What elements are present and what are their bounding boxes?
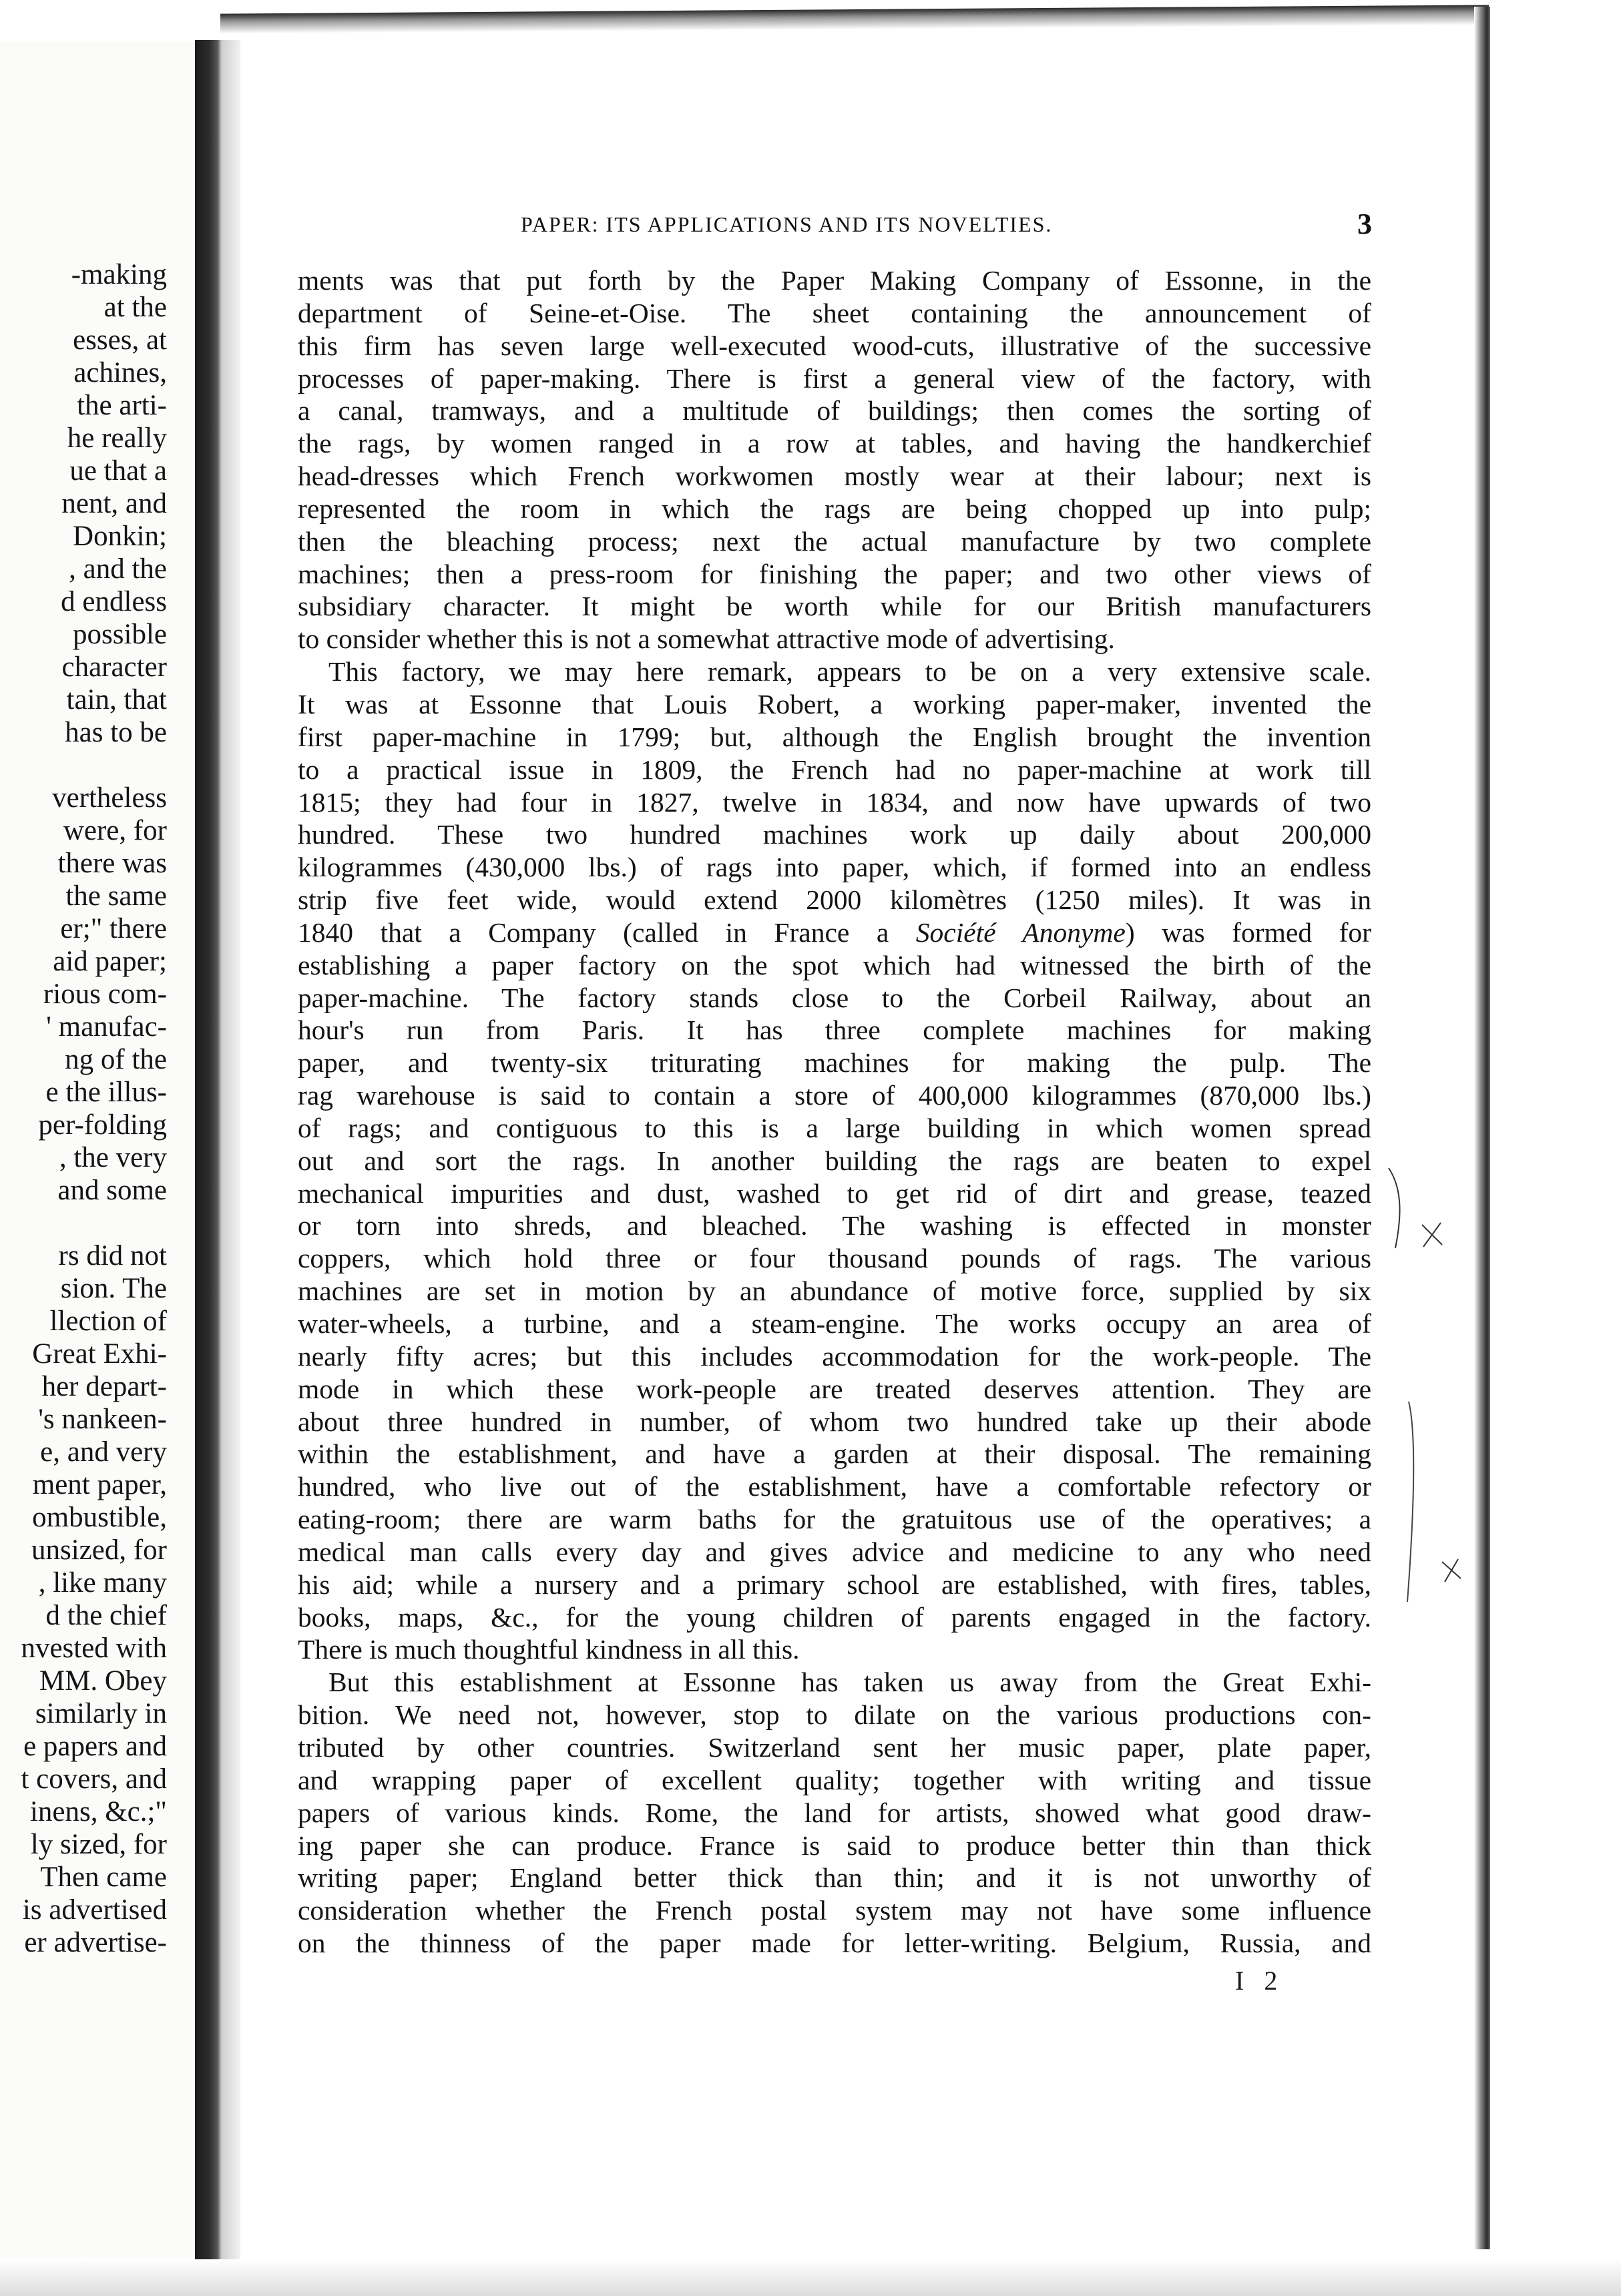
body-line: bition. We need not, however, stop to dilate on the various productions con- [298,1699,1371,1731]
body-line: of rags; and contiguous to this is a large building in which women spread [298,1112,1371,1143]
bottom-page-edge [0,2259,1621,2296]
body-line: mechanical impurities and dust, washed to get rid of dirt and grease, teazed [298,1177,1371,1209]
left-page-line: e the illus- [45,1077,167,1108]
left-page-line: , and the [69,553,167,585]
body-line: writing paper; England better thick than thin; and it is not unworthy of [298,1862,1371,1894]
body-line: ing paper she can produce. France is said to produce better thin than thick [298,1829,1371,1861]
left-page-line: rs did not [58,1240,167,1271]
body-line: the rags, by women ranged in a row at tables, and having the handkerchief [298,428,1371,459]
left-page-line: aid paper; [53,946,167,977]
body-line: machines are set in motion by an abundance of motive force, supplied by six [298,1275,1371,1307]
left-page-line: Great Exhi- [32,1338,167,1370]
body-line: to a practical issue in 1809, the French had no paper-machine at work till [298,754,1371,785]
page-number: 3 [1357,208,1372,240]
left-page-line: character [61,651,167,683]
body-line: out and sort the rags. In another building the rags are beaten to expel [298,1145,1371,1176]
left-page-line: possible [73,619,167,650]
body-line: hour's run from Paris. It has three complete machines for making [298,1015,1371,1046]
body-line: paper-machine. The factory stands close to the Corbeil Railway, about an [298,982,1371,1013]
left-page-line: e, and very [40,1436,167,1468]
left-page-line: d endless [61,586,167,617]
body-line: There is much thoughtful kindness in all this. [298,1634,800,1665]
body-line: hundred, who live out of the establishment, have a comfortable refectory or [298,1471,1371,1502]
left-page-line: d the chief [45,1600,167,1631]
left-page-line: ng of the [65,1044,167,1075]
left-page-line: llection of [49,1306,167,1337]
left-page-text [0,258,167,1959]
body-line: head-dresses which French workwomen mostly wear at their labour; next is [298,461,1371,492]
body-line: then the bleaching process; next the actual manufacture by two complete [298,525,1371,557]
left-page-line: ue that a [69,455,167,487]
left-page-line: and some [57,1175,167,1206]
body-line: consideration whether the French postal system may not have some influence [298,1895,1371,1926]
margin-bracket-lower [1407,1402,1413,1602]
binding-gutter [195,40,222,2263]
body-line: or torn into shreds, and bleached. The washing is effected in monster [298,1210,1371,1241]
body-line: first paper-machine in 1799; but, although the English brought the invention [298,721,1371,752]
left-page-line: ment paper, [32,1469,167,1500]
body-line: department of Seine-et-Oise. The sheet containing the announcement of [298,297,1371,328]
margin-cross-lower [1442,1559,1461,1582]
left-page-line: he really [67,422,167,454]
left-page-line: ombustible, [32,1502,167,1533]
signature-mark: I 2 [1235,1966,1285,1996]
body-line: and wrapping paper of excellent quality; together with writing and tissue [298,1764,1371,1795]
body-line: But this establishment at Essonne has taken us away from the Great Exhi- [328,1667,1371,1698]
left-page-line: per-folding [38,1109,167,1141]
body-line: hundred. These two hundred machines work up daily about 200,000 [298,819,1371,850]
left-page-line [0,1207,167,1239]
body-line: represented the room in which the rags are being chopped up into pulp; [298,493,1371,524]
left-page-line: unsized, for [31,1534,167,1566]
handwritten-margin-marks [1375,1161,1475,1642]
left-page-line: nent, and [61,488,167,519]
left-page-line: rious com- [43,978,167,1010]
body-line: machines; then a press-room for finishing the paper; and two other views of [298,558,1371,589]
left-page-line: her depart- [41,1371,167,1402]
left-page-line [0,749,167,782]
body-line: rag warehouse is said to contain a store of 400,000 kilogrammes (870,000 lbs.) [298,1080,1371,1111]
left-page-line: -making [71,259,167,290]
body-line: a canal, tramways, and a multitude of buildings; then comes the sorting of [298,395,1371,426]
running-head-title: PAPER: ITS APPLICATIONS AND ITS NOVELTIES. [521,212,1053,236]
body-line: kilogrammes (430,000 lbs.) of rags into paper, which, if formed into an endless [298,852,1371,883]
left-page-line: achines, [73,357,167,388]
left-page-line: is advertised [22,1894,167,1926]
body-line: coppers, which hold three or four thousand pounds of rags. The various [298,1243,1371,1274]
running-head [280,208,1385,246]
left-page-line: t covers, and [21,1763,167,1795]
body-line: subsidiary character. It might be worth while for our British manufacturers [298,591,1371,622]
left-page-line: esses, at [73,324,167,356]
body-text [298,264,1371,1960]
body-line: It was at Essonne that Louis Robert, a working paper-maker, invented the [298,688,1371,720]
body-line: mode in which these work-people are treated deserves attention. They are [298,1373,1371,1404]
body-line: nearly fifty acres; but this includes accommodation for the work-people. The [298,1340,1371,1372]
body-line: to consider whether this is not a somewhat attractive mode of advertising. [298,623,1115,655]
body-line: on the thinness of the paper made for letter-writing. Belgium, Russia, and [298,1928,1371,1959]
margin-bracket-upper [1389,1168,1400,1248]
body-line: ments was that put forth by the Paper Making Company of Essonne, in the [298,265,1371,296]
left-page-line: 's nankeen- [38,1404,167,1435]
left-page-line: Then came [40,1861,167,1893]
left-facing-page [0,41,194,2257]
left-page-line: , like many [38,1567,167,1599]
left-page-line: tain, that [66,684,167,715]
body-line: about three hundred in number, of whom two hundred take up their abode [298,1406,1371,1437]
left-page-line: ' manufac- [46,1011,167,1043]
body-line: within the establishment, and have a garden at their disposal. The remaining [298,1438,1371,1470]
left-page-line: has to be [65,717,167,748]
body-line: this firm has seven large well-executed wood-cuts, illustrative of the successive [298,330,1371,361]
body-line: water-wheels, a turbine, and a steam-engine. The works occupy an area of [298,1308,1371,1339]
left-page-line: the arti- [77,390,167,421]
margin-cross-upper [1422,1223,1442,1247]
left-page-line: ly sized, for [30,1829,167,1860]
left-page-line: inens, &c.;" [29,1796,167,1827]
left-page-line: similarly in [35,1698,167,1729]
left-page-line: the same [65,880,167,912]
body-line: establishing a paper factory on the spot which had witnessed the birth of the [298,949,1371,980]
gutter-highlight [222,40,240,2263]
left-page-line: nvested with [21,1633,167,1664]
body-line: strip five feet wide, would extend 2000 kilomètres (1250 miles). It was in [298,884,1371,916]
body-line: 1840 that a Company (called in France a Société Anonyme) was formed for [298,916,1371,948]
body-line: processes of paper-making. There is first a general view of the factory, with [298,362,1371,394]
body-line: eating-room; there are warm baths for the gratuitous use of the operatives; a [298,1504,1371,1535]
right-page-edge [1474,7,1490,2249]
body-line: his aid; while a nursery and a primary school are established, with fires, tables, [298,1568,1371,1600]
left-page-line: MM. Obey [39,1665,167,1697]
body-line: medical man calls every day and gives advice and medicine to any who need [298,1536,1371,1567]
left-page-line: er advertise- [24,1927,167,1958]
body-line: This factory, we may here remark, appears to be on a very extensive scale. [328,656,1371,687]
body-line: papers of various kinds. Rome, the land for artists, showed what good draw- [298,1797,1371,1828]
body-line: 1815; they had four in 1827, twelve in 1834, and now have upwards of two [298,786,1371,818]
left-page-line: Donkin; [73,521,167,552]
left-page-line: e papers and [23,1731,167,1762]
left-page-line: , the very [59,1142,167,1173]
left-page-line: were, for [63,815,167,846]
left-page-line: sion. The [60,1273,167,1304]
left-page-line: er;" there [60,913,167,944]
body-line: tributed by other countries. Switzerland sent her music paper, plate paper, [298,1731,1371,1763]
body-line: books, maps, &c., for the young children of parents engaged in the factory. [298,1601,1371,1633]
left-page-line: there was [57,848,167,879]
body-line: paper, and twenty-six triturating machines for making the pulp. The [298,1047,1371,1079]
left-page-line: vertheless [52,782,167,814]
left-page-line: at the [103,292,167,323]
